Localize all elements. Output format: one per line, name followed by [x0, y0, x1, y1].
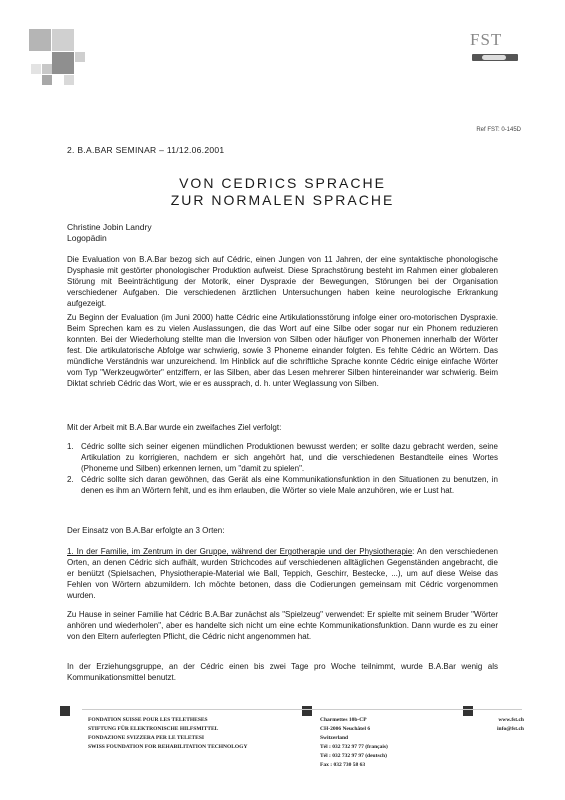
- decor-square: [52, 29, 74, 51]
- decor-square: [75, 52, 85, 62]
- logo-text: FST: [470, 30, 503, 49]
- decor-square: [52, 52, 74, 74]
- decor-square: [42, 64, 52, 74]
- list-number: 1.: [67, 442, 74, 451]
- paragraph-6: Zu Hause in seiner Familie hat Cédric B.A.Bar zunächst als "Spielzeug" verwendet: Er spielte mit seinem Bruder "Wörter anhören und wiederholen", aber es handelte sich nicht um eine echte Kommunikationsfunktion. Dann wurde es zu einer von den Eltern auferlegten Pflicht, die Cédric nicht angenommen hat.: [67, 610, 498, 641]
- decor-square: [31, 64, 41, 74]
- address-line: Tél : 032 732 97 97 (deutsch): [320, 753, 387, 759]
- seminar-heading: 2. B.A.BAR SEMINAR – 11/12.06.2001: [67, 145, 225, 155]
- author-role: Logopädin: [67, 233, 107, 243]
- footer-square: [463, 706, 473, 716]
- author-block: [67, 222, 152, 244]
- author-name: Christine Jobin Landry: [67, 222, 152, 232]
- fst-logo: [470, 30, 522, 70]
- paragraph-3: Mit der Arbeit mit B.A.Bar wurde ein zweifaches Ziel verfolgt:: [67, 423, 282, 432]
- paragraph-1: Die Evaluation von B.A.Bar bezog sich auf Cédric, einen Jungen von 11 Jahren, der eine syntaktische phonologische Dysphasie mit gestörter phonologischer Produktion aufweist. Diese Sprachstörung besteht im Rahmen einer globaleren Störung mit Beeinträchtigung der Motorik, einer Dyspraxie der Bewegungen, Störungen bei der Organisation verschiedener Aufgaben. Die verschiedenen ärztlichen Untersuchungen haben keine neurologische Erkrankung aufgezeigt.: [67, 255, 498, 308]
- decor-square: [64, 75, 74, 85]
- list-number: 2.: [67, 475, 74, 484]
- org-line: STIFTUNG FÜR ELEKTRONISCHE HILFSMITTEL: [88, 726, 219, 732]
- website-link[interactable]: www.fst.ch: [498, 717, 524, 723]
- org-line: FONDAZIONE SVIZZERA PER LE TELETESI: [88, 735, 205, 741]
- footer-address: [320, 716, 388, 770]
- address-line: Fax : 032 730 58 63: [320, 762, 366, 768]
- email-link[interactable]: info@fst.ch: [497, 726, 524, 732]
- location-heading: 1. In der Familie, im Zentrum in der Gruppe, während der Ergotherapie und der Physiotherapie: [67, 547, 413, 556]
- list-text: Cédric sollte sich daran gewöhnen, das Gerät als eine Kommunikationsfunktion in den Situationen zu benutzen, in denen es ihm an Wörtern fehlt, und es ihm erlauben, die Wörter so viele Male anzuhören, wie er Lust hat.: [81, 475, 498, 495]
- paragraph-2: Zu Beginn der Evaluation (im Juni 2000) hatte Cédric eine Artikulationsstörung infolge einer oro-motorischen Dyspraxie. Beim Sprechen kam es zu vielen Auslassungen, die das Wort auf eine Silbe oder sogar nur ein Phonem reduzieren konnten. Bei der Wiederholung stellte man die Inversion von Silben oder häufiger von Phonemen innerhalb der Wörter fest. Die artikulatorische Abfolge war schwierig, sowie 3 Phoneme einander folgten. Es fehlte Cédric an Wörtern. Das mündliche Verständnis war unzureichend. Im Hinblick auf die schriftliche Sprache konnte Cédric einige einfache Wörter vom Typ "Werkzeugwörter" entziffern, er las Silben, aber das Lesen mehrerer Silben hintereinander war schwierig. Beim Diktat schrieb Cédric das Wort, wie er es aussprach, d. h. unter Weglassung von Silben.: [67, 313, 498, 388]
- address-line: Switzerland: [320, 735, 349, 741]
- list-text: Cédric sollte sich seiner eigenen mündlichen Produktionen bewusst werden; er sollte dazu gebracht werden, seine Artikulation zu korrigieren, nachdem er sich angehört hat, und die verschiedenen Bestandteile eines Wortes (Phoneme und Silben) erkennen lernen, um "damit zu spielen".: [81, 442, 498, 473]
- logo-mark: [472, 54, 518, 61]
- paragraph-5: [67, 546, 498, 601]
- decor-square: [42, 75, 52, 85]
- org-line: SWISS FOUNDATION FOR REHABILITATION TECHNOLOGY: [88, 744, 248, 750]
- title-line-1: VON CEDRICS SPRACHE: [179, 175, 386, 191]
- paragraph-7: In der Erziehungsgruppe, an der Cédric einen bis zwei Tage pro Woche teilnimmt, wurde B.A.Bar wenig als Kommunikationsmittel benutzt.: [67, 662, 498, 682]
- goals-list: [67, 441, 498, 496]
- decor-square: [29, 29, 51, 51]
- address-line: CH-2006 Neuchâtel 6: [320, 726, 371, 732]
- address-line: Tél : 032 732 97 77 (français): [320, 744, 388, 750]
- list-item: [67, 474, 498, 496]
- document-title: [0, 175, 565, 209]
- org-line: FONDATION SUISSE POUR LES TELETHESES: [88, 717, 208, 723]
- address-line: Charmettes 10b-CP: [320, 717, 367, 723]
- reference-number: Ref FST: 0-145D: [476, 127, 521, 133]
- title-line-2: ZUR NORMALEN SPRACHE: [170, 192, 395, 208]
- footer-web: [474, 716, 524, 734]
- list-item: [67, 441, 498, 474]
- footer-divider: [82, 709, 522, 710]
- paragraph-4: Der Einsatz von B.A.Bar erfolgte an 3 Orten:: [67, 526, 225, 535]
- footer-organisation: [88, 716, 247, 752]
- footer-square: [60, 706, 70, 716]
- footer-square: [302, 706, 312, 716]
- paragraph-5-text: : An den verschiedenen Orten, an denen Cédric sich aufhält, wurden Strichcodes auf verschiedenen alltäglichen Gegenständen angebracht, die er benützt (Spielsachen, Physiotherapie-Material wie Ball, Teppich, Geschirr, Bestecke, ...), um auf diese Weise das Fehlen von Wörtern abzumildern. Ich möchte betonen, dass die Codierungen gemeinsam mit Cédric vorgenommen wurden.: [67, 547, 499, 600]
